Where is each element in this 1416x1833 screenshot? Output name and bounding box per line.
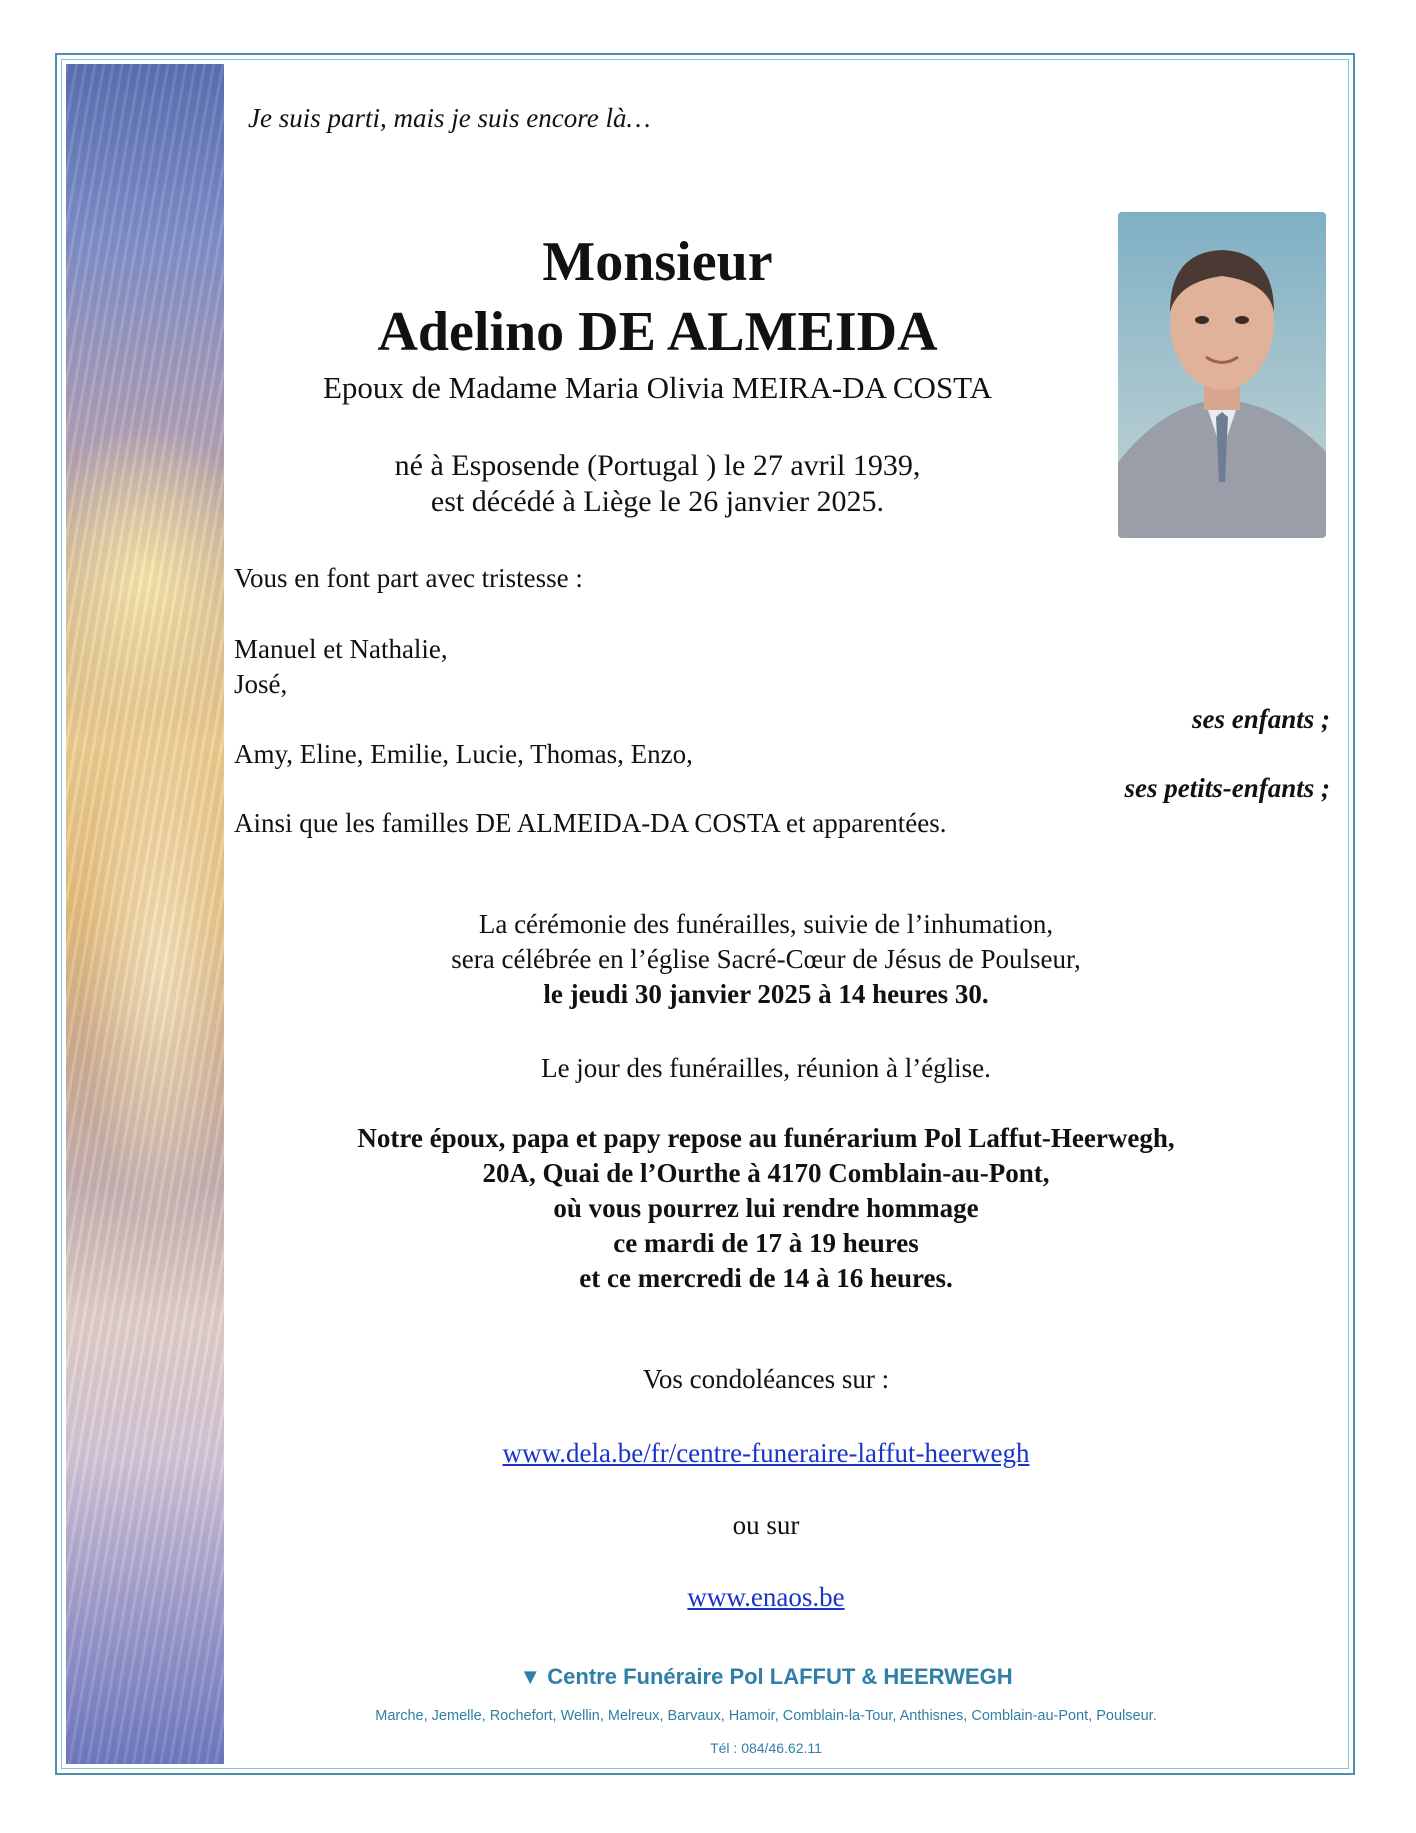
birth-line: né à Esposende (Portugal ) le 27 avril 1939, [394, 449, 921, 482]
condolences-label: Vos condoléances sur : [642, 1364, 890, 1394]
condolences-link-enaos-text[interactable]: www.enaos.be [687, 1582, 845, 1612]
epigraph: Je suis parti, mais je suis encore là… [248, 103, 651, 133]
resting-line-1: Notre époux, papa et papy repose au funérarium Pol Laffut-Heerwegh, [357, 1123, 1175, 1153]
honorific: Monsieur [542, 231, 773, 293]
death-line: est décédé à Liège le 26 janvier 2025. [430, 485, 885, 518]
resting-line-3: où vous pourrez lui rendre hommage [553, 1193, 979, 1223]
meeting-line: Le jour des funérailles, réunion à l’église. [541, 1053, 991, 1083]
child-entry: Manuel et Nathalie, [234, 634, 448, 664]
visiting-hours-tuesday: ce mardi de 17 à 19 heures [613, 1228, 919, 1258]
children-label: ses enfants ; [1191, 704, 1330, 734]
visiting-hours-wednesday: et ce mercredi de 14 à 16 heures. [579, 1263, 953, 1293]
child-entry: José, [234, 669, 288, 699]
condolences-link-enaos[interactable] [224, 1580, 1308, 1614]
ceremony-datetime: le jeudi 30 janvier 2025 à 14 heures 30. [543, 979, 989, 1009]
families-line: Ainsi que les familles DE ALMEIDA-DA COSTA et apparentées. [234, 808, 947, 838]
portrait-photo [1118, 212, 1326, 538]
grandchildren-list: Amy, Eline, Emilie, Lucie, Thomas, Enzo, [234, 739, 693, 769]
resting-address: 20A, Quai de l’Ourthe à 4170 Comblain-au-Pont, [482, 1158, 1050, 1188]
funeral-home-phone: Tél : 084/46.62.11 [710, 1740, 822, 1756]
funeral-home-locations: Marche, Jemelle, Rochefort, Wellin, Melreux, Barvaux, Hamoir, Comblain-la-Tour, Anthisnes, Comblain-au-Pont, Poulseur. [375, 1708, 1157, 1724]
decorative-winter-image [66, 64, 224, 1764]
condolences-link-dela-text[interactable]: www.dela.be/fr/centre-funeraire-laffut-heerwegh [502, 1438, 1030, 1468]
or-label: ou sur [732, 1510, 800, 1540]
ceremony-line-2: sera célébrée en l’église Sacré-Cœur de Jésus de Poulseur, [451, 944, 1081, 974]
announcement-intro: Vous en font part avec tristesse : [234, 563, 583, 593]
spouse-line: Epoux de Madame Maria Olivia MEIRA-DA COSTA [322, 370, 993, 405]
ceremony-line-1: La cérémonie des funérailles, suivie de l’inhumation, [478, 909, 1054, 939]
grandchildren-label: ses petits-enfants ; [1124, 773, 1330, 803]
condolences-link-dela[interactable] [224, 1436, 1308, 1470]
funeral-home-name: ▼ Centre Funéraire Pol LAFFUT & HEERWEGH [519, 1664, 1013, 1689]
portrait-illustration [1118, 212, 1326, 538]
deceased-name: Adelino DE ALMEIDA [377, 301, 938, 363]
